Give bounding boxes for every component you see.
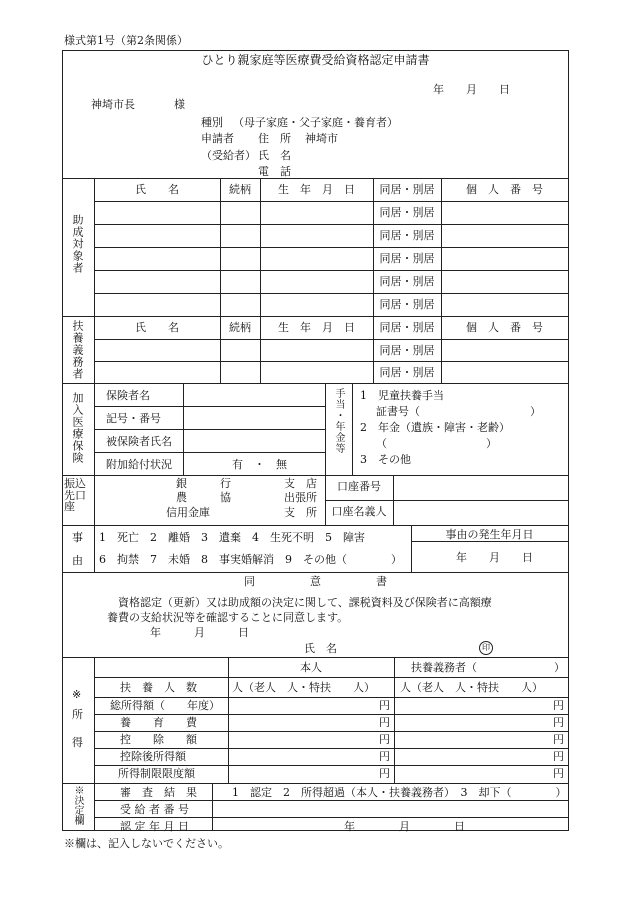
income-row-self: 円	[379, 767, 390, 780]
reason-date-label: 事由の発生年月日	[445, 528, 534, 541]
branch-label: 支 店	[284, 477, 317, 490]
table-row: 同居・別居	[379, 252, 435, 265]
income-row-dep: 円	[553, 716, 564, 729]
consent-title: 同 意 書	[244, 575, 387, 588]
income-row-label: 総所得額（ 年度）	[110, 699, 220, 712]
table-row: 同居・別居	[379, 298, 435, 311]
bank-side-label: 振込先口座	[64, 477, 86, 514]
decision-row-value: 1 認定 2 所得超過（本人・扶養義務者） 3 却下（ ）	[232, 786, 567, 799]
applicant-label: 申請者	[201, 132, 234, 145]
recipient-label: （受給者）	[201, 149, 256, 162]
form-number: 様式第1号（第2条関係）	[64, 34, 188, 47]
reason-label-2: 由	[72, 554, 83, 567]
income-row-label: 控 除 額	[120, 733, 197, 746]
decision-row-value: 年 月 日	[344, 820, 465, 833]
col-name: 氏 名	[135, 321, 179, 334]
income-row-self: 円	[379, 699, 390, 712]
table-row: 同居・別居	[379, 206, 435, 219]
col-relation: 続柄	[229, 321, 251, 334]
income-row-dep: 円	[553, 699, 564, 712]
income-side-label-2: 所	[72, 708, 83, 721]
col-name: 氏 名	[135, 183, 179, 196]
addressee-mayor: 神埼市長	[91, 98, 135, 111]
additional-benefit-value: 有 ・ 無	[232, 458, 287, 471]
income-row-label: 控除後所得額	[120, 750, 186, 763]
bank-label: 銀 行	[176, 477, 231, 490]
income-side-label-1: ※	[72, 688, 82, 701]
col-cohabit: 同居・別居	[379, 321, 435, 334]
table-row: 同居・別居	[379, 344, 435, 357]
footer-note: ※欄は、記入しないでください。	[64, 837, 229, 850]
insured-name-label: 被保険者氏名	[106, 435, 172, 448]
allowance-line-5: 3 その他	[360, 453, 411, 466]
allowance-line-1: 1 児童扶養手当	[360, 389, 444, 402]
decision-side-label: ※決定欄	[72, 785, 83, 825]
consent-name-label: 氏 名	[304, 642, 337, 655]
income-row-label: 養 育 費	[120, 716, 197, 729]
seal-mark	[479, 641, 493, 655]
address-label: 住 所	[258, 132, 291, 145]
allowance-line-2: 証書号（ ）	[376, 405, 541, 418]
income-col-dependent: 扶養義務者（ ）	[411, 661, 565, 674]
col-relation: 続柄	[229, 183, 251, 196]
table-row: 同居・別居	[379, 366, 435, 379]
income-row-label: 所得制限限度額	[118, 767, 195, 780]
decision-row-label: 審 査 結 果	[120, 786, 197, 799]
office-label: 出張所	[284, 491, 317, 504]
reason-label-1: 事	[72, 531, 83, 544]
insurer-name-label: 保険者名	[106, 389, 150, 402]
consent-date: 年 月 日	[150, 626, 249, 639]
income-row-dep: 人（老人 人・特扶 人）	[400, 681, 543, 694]
form-title: ひとり親家庭等医療費受給資格認定申請書	[201, 53, 430, 67]
consent-text-2: 養費の支給状況等を確認することに同意します。	[107, 611, 349, 624]
income-col-self: 本人	[300, 661, 322, 674]
income-row-self: 人（老人 人・特扶 人）	[232, 681, 375, 694]
col-birth: 生 年 月 日	[278, 321, 355, 334]
account-name-label: 口座名義人	[331, 505, 387, 518]
seal-icon: 印	[479, 641, 493, 655]
decision-row-label: 認 定 年 月 日	[120, 820, 189, 833]
table-row: 同居・別居	[379, 275, 435, 288]
decision-row-label: 受 給 者 番 号	[120, 803, 189, 816]
income-side-label-3: 得	[72, 736, 83, 749]
coop-label: 農 協	[176, 491, 231, 504]
col-mynumber: 個 人 番 号	[466, 183, 543, 196]
application-date: 年 月 日	[433, 83, 510, 96]
phone-label: 電 話	[258, 165, 291, 178]
insurance-side-label: 加入医療保険	[71, 392, 84, 464]
allowance-line-3: 2 年金（遺族・障害・老齢）	[360, 421, 510, 434]
type-value: （母子家庭・父子家庭・養育者）	[233, 116, 398, 129]
reason-line-2: 6 拘禁 7 未婚 8 事実婚解消 9 その他（ ）	[99, 553, 402, 566]
type-label: 種別	[201, 116, 223, 129]
col-cohabit: 同居・別居	[379, 183, 435, 196]
subjects-side-label: 助成対象者	[71, 214, 84, 274]
account-number-label: 口座番号	[337, 480, 381, 493]
additional-benefit-label: 附加給付状況	[106, 458, 172, 471]
income-row-self: 円	[379, 750, 390, 763]
income-row-dep: 円	[553, 733, 564, 746]
income-row-self: 円	[379, 716, 390, 729]
table-row: 同居・別居	[379, 229, 435, 242]
col-birth: 生 年 月 日	[278, 183, 355, 196]
addressee-honorific: 様	[174, 98, 185, 111]
income-row-dep: 円	[553, 750, 564, 763]
dependents-side-label: 扶養義務者	[71, 320, 84, 380]
credit-label: 信用金庫	[166, 506, 210, 519]
allowance-line-4: （ ）	[376, 437, 497, 450]
reason-date-value: 年 月 日	[456, 551, 533, 564]
consent-text-1: 資格認定（更新）又は助成額の決定に関して、課税資料及び保険者に高額療	[118, 596, 492, 609]
col-mynumber: 個 人 番 号	[466, 321, 543, 334]
income-row-self: 円	[379, 733, 390, 746]
branch2-label: 支 所	[284, 506, 317, 519]
income-row-label: 扶 養 人 数	[120, 681, 197, 694]
reason-line-1: 1 死亡 2 離婚 3 遺棄 4 生死不明 5 障害	[99, 531, 365, 544]
income-row-dep: 円	[553, 767, 564, 780]
name-label: 氏 名	[258, 149, 291, 162]
symbol-number-label: 記号・番号	[106, 412, 161, 425]
address-value: 神埼市	[305, 132, 338, 145]
allowance-side-label: 手当・年金等	[333, 388, 344, 454]
